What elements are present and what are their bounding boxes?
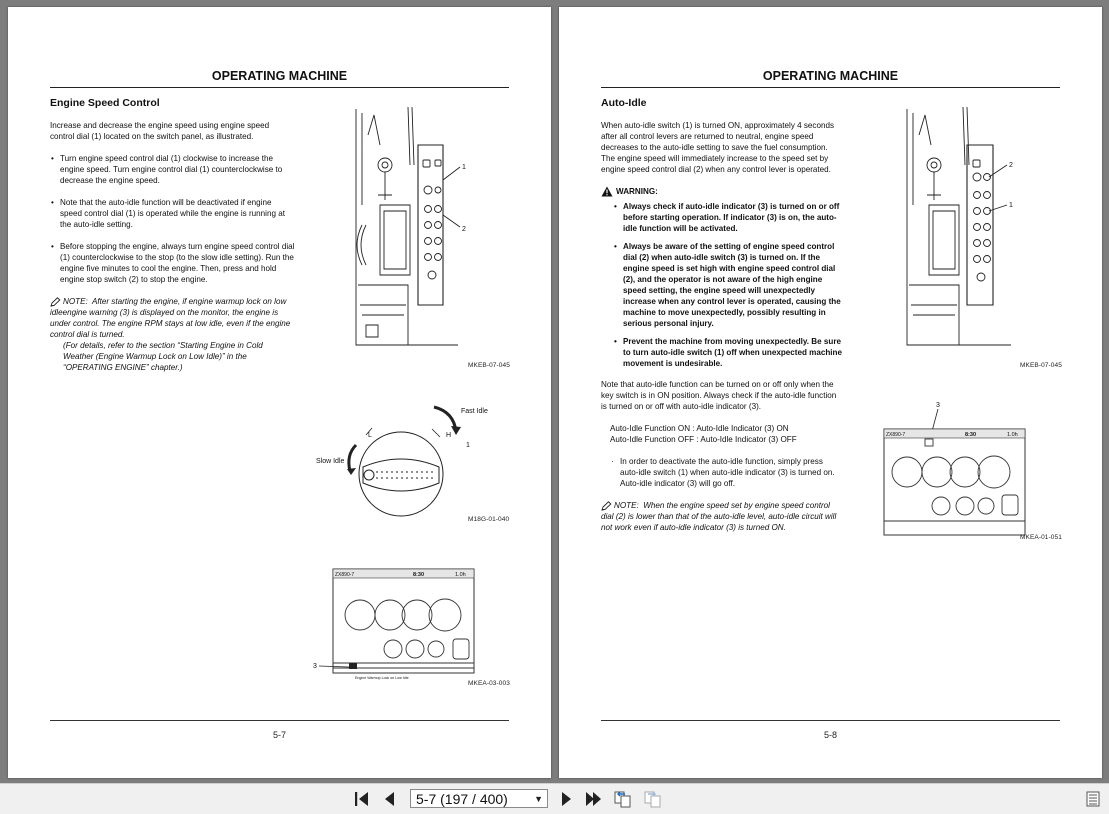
key-switch-paragraph: Note that auto-idle function can be turned on or off only when the key switch is in ON position. Always check if the auto-idle function is turned on or off with auto-idle indicator (3).: [601, 380, 837, 411]
warning-item: • Always check if auto-idle indicator (3) is turned on or off before starting operation. If indicator (3) is on, the auto-idle function will be activated.: [613, 201, 843, 234]
warning-icon: [601, 186, 613, 197]
next-page-icon[interactable]: [556, 790, 576, 808]
section-title: Auto-Idle: [601, 97, 647, 109]
last-page-icon[interactable]: [584, 790, 604, 808]
navigation-toolbar: [0, 783, 1109, 814]
note-label: NOTE:: [63, 297, 88, 306]
intro-paragraph: When auto-idle switch (1) is turned ON, approximately 4 seconds after all control levers are returned to neutral, engine speed decreases to the auto-idle setting to save the fuel consumption.: [601, 121, 835, 152]
note-block: [601, 500, 843, 533]
pencil-icon: [601, 501, 611, 511]
intro-paragraph: Increase and decrease the engine speed using engine speed control dial (1) located on the switch panel, as illustrated.: [50, 121, 270, 141]
callout-1: 1: [462, 164, 466, 171]
note-reference: (For details, refer to the section “Starting Engine in Cold Weather (Engine Warmup Lock on Low Idle)” in the “OPERATING ENGINE” chapter.): [63, 341, 263, 372]
right-page: [559, 7, 1102, 778]
callout-1: 1: [1009, 202, 1013, 209]
callout-1: 1: [466, 442, 470, 449]
function-states: [601, 423, 843, 445]
mark-h: H: [446, 432, 452, 439]
footer-rule: [601, 720, 1060, 721]
function-off-line: Auto-Idle Function OFF : Auto-Idle Indicator (3) OFF: [610, 435, 797, 444]
slow-idle-label: Slow Idle: [316, 458, 345, 465]
go-forward-icon[interactable]: [643, 790, 663, 808]
warning-item: • Always be aware of the setting of engine speed control dial (2) when auto-idle switch (3) is turned on. If the engine speed is set high with engine speed control dial (2), and the operator is not aware of the high engine speed setting, the engine speed will unexpectedly increase when any control lever is operated, causing the machine to move unexpectedly, possibly resulting in serious personal injury.: [613, 241, 843, 329]
warning-block: [601, 186, 843, 369]
note-text: After starting the engine, if engine warmup lock on low idleengine warning (3) is displayed on the monitor, the engine is under control. The engine RPM stays at low idle, even if the engine control dial is turned.: [50, 297, 291, 339]
left-page: [8, 7, 551, 778]
bullet-item: • Before stopping the engine, always turn engine speed control dial (1) counterclockwise to the stop (to the slow idle setting). Run the engine five minutes to cool the engine. Then, press and hold engine stop switch (2) to stop the engine.: [50, 241, 295, 285]
page-number: 5-8: [823, 730, 837, 740]
monitor-model: ZX890-7: [886, 432, 906, 438]
page-header: OPERATING MACHINE: [50, 69, 509, 88]
first-page-icon[interactable]: [352, 790, 372, 808]
bullet-list: [50, 153, 295, 285]
fast-idle-label: Fast Idle: [461, 408, 488, 415]
bullet-item: • Turn engine speed control dial (1) clockwise to increase the engine speed. Turn engine control dial (1) counterclockwise to decrease the engine speed.: [50, 153, 295, 186]
monitor-hours: 1.0h: [455, 572, 466, 578]
note-block: [50, 296, 295, 373]
switch-panel-figure: [348, 105, 488, 355]
page-header: OPERATING MACHINE: [601, 69, 1060, 88]
warning-item: • Prevent the machine from moving unexpectedly. Be sure to turn auto-idle switch (1) off when unexpected machine movement is undesirable.: [613, 336, 843, 369]
warning-label: WARNING:: [616, 187, 658, 196]
page-selector[interactable]: [410, 789, 548, 808]
note-text: When the engine speed set by engine speed control dial (2) is lower than that of the auto-idle level, auto-idle circuit will not work even if auto-idle indicator (3) is turned ON.: [601, 501, 837, 532]
figure-code: MKEA-01-051: [1020, 534, 1062, 541]
sidebar-toggle-icon[interactable]: [1083, 790, 1103, 808]
monitor-model: ZX890-7: [335, 572, 355, 578]
previous-page-icon[interactable]: [380, 790, 400, 808]
go-back-icon[interactable]: [613, 790, 633, 808]
callout-2: 2: [462, 226, 466, 233]
monitor-figure: [305, 567, 480, 682]
warning-list: [601, 201, 843, 369]
mark-l: L: [368, 432, 372, 439]
speed-dial-figure: [306, 397, 491, 522]
footer-rule: [50, 720, 509, 721]
monitor-time: 8:30: [965, 432, 977, 438]
page-number: 5-7: [272, 730, 286, 740]
deactivate-item: · In order to deactivate the auto-idle function, simply press auto-idle switch (1) when auto-idle indicator (3) is turned on. Auto-idle indicator (3) will go off.: [610, 456, 843, 489]
note-label: NOTE:: [614, 501, 639, 510]
pencil-icon: [50, 297, 60, 307]
deactivate-list: [601, 456, 843, 489]
monitor-figure: [881, 399, 1031, 539]
section-title: Engine Speed Control: [50, 97, 160, 109]
figure-code: MKEB-07-045: [1020, 362, 1062, 369]
figure-code: M18G-01-040: [468, 516, 510, 523]
monitor-time: 8:30: [413, 572, 425, 578]
body-text: [601, 120, 843, 533]
figure-code: MKEB-07-045: [468, 362, 510, 369]
callout-2: 2: [1009, 162, 1013, 169]
chevron-down-icon: ▼: [534, 794, 543, 804]
monitor-hours: 1.0h: [1007, 432, 1018, 438]
callout-3: 3: [313, 663, 317, 670]
warning-heading: [601, 186, 843, 197]
figure-code: MKEA-03-003: [468, 680, 510, 687]
switch-panel-figure: [901, 105, 1041, 355]
body-text: [50, 120, 295, 373]
monitor-message: Engine Warmup Lock on Low Idle: [355, 676, 409, 680]
page-indicator: 5-7 (197 / 400): [416, 791, 508, 807]
intro-paragraph: The engine speed will immediately increase to the speed set by engine speed control dial (2) when any control lever is operated.: [601, 154, 831, 174]
function-on-line: Auto-Idle Function ON : Auto-Idle Indicator (3) ON: [610, 424, 789, 433]
callout-3: 3: [936, 402, 940, 409]
bullet-item: • Note that the auto-idle function will be deactivated if engine speed control dial (1) is operated while the engine is running at the auto-idle setting.: [50, 197, 295, 230]
